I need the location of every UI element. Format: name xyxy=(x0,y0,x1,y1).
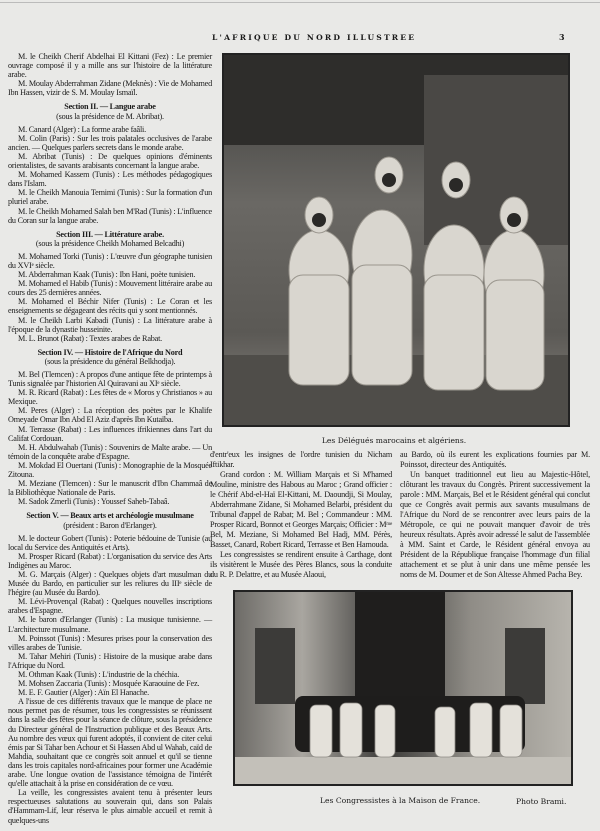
middle-right-column xyxy=(400,450,590,580)
running-title: L'AFRIQUE DU NORD ILLUSTREE xyxy=(212,33,417,42)
paragraph: au Bardo, où ils eurent les explications fournies par M. Poinssot, directeur des Antiquités. xyxy=(400,450,590,469)
paragraph: M. Terrasse (Rabat) : Les influences ifrikiennes dans l'art du Califat Cordouan. xyxy=(8,424,212,443)
paragraph: M. Prosper Ricard (Rabat) : L'organisation du service des Arts Indigènes au Maroc. xyxy=(8,551,212,570)
paragraph: d'entr'eux les insignes de l'ordre tunisien du Nicham Iftikhar. xyxy=(210,450,392,469)
middle-left-column xyxy=(210,450,392,580)
photo-congressists-image xyxy=(235,592,571,784)
paragraph: M. L. Brunot (Rabat) : Textes arabes de Rabat. xyxy=(18,333,163,343)
paragraph: M. le Cheikh Mohamed Salah ben M'Rad (Tunis) : L'influence du Coran sur la langue arabe. xyxy=(8,206,212,225)
paragraph: M. Bel (Tlemcen) : A propos d'une antique fête de printemps à Tunis signalée par l'historien Al Quiravani au XIᵉ siècle. xyxy=(8,370,212,389)
section-heading xyxy=(8,102,212,120)
paragraph: M. Mohamed el Béchir Nifer (Tunis) : Le Coran et les enseignements se dégageant des récits qui y sont mentionnés. xyxy=(8,297,212,316)
paragraph: A l'issue de ces différents travaux que le manque de place ne nous permet pas de résumer, tous les congressistes se réunissent dans la salle des fêtes pour la séance de clôture, sous la présidence du Directeur général de l'Instruction publique et des Beaux Arts. Au nombre des vœux qui furent adoptés, il convient de citer celui émis par Si Tahar ben Achour et Si Hassen Abd ul Wahab, caïd de Mahdia, souhaitant que ce congrès soit annuel et qu'il se tienne dans les trois capitales nord-africaines pour former une Académie arabe. Une longue ovation de l'assistance témoigna de l'intérêt qu'elle attachait à la prise en considération de ce vœu. xyxy=(8,697,212,789)
section-subtitle: (sous la présidence du général Belkhodja). xyxy=(44,356,176,366)
page-number: 3 xyxy=(559,32,565,42)
paragraph: M. Mohsen Zaccaria (Tunis) : Mosquée Karaouine de Fez. xyxy=(18,679,200,689)
paragraph: M. le Cheikh Cherif Abdelhai El Kittani (Fez) : Le premier ouvrage composé il y a mille ans sur l'histoire de la littérature arabe. xyxy=(8,52,212,80)
paragraph: M. Abribat (Tunis) : De quelques opinions d'éminents orientalistes, de savants arabisants concernant la langue arabe. xyxy=(8,151,212,171)
paragraph: M. Abderrahman Kaak (Tunis) : Ibn Hani, poète tunisien. xyxy=(18,270,196,280)
paragraph: Un banquet traditionnel eut lieu au Majestic-Hôtel, clôturant les travaux du Congrès. Prirent successivement la parole : MM. Marçais, Bel et le Résident général qui conclut que ce Congrès avait permis aux savants musulmans de l'Afrique du Nord de se rencontrer avec leurs pairs de la Métropole, ce qui ne pouvait manquer d'avoir de très heureux résultats. Après avoir adressé le salut de l'assemblée à MM. Saint et Carde, le Résident général envoya au Président de la République française l'hommage d'un filial attachement et se plut à unir dans une même pensée les noms de M. Doumer et de Son Altesse Ahmed Pacha Bey. xyxy=(400,470,590,579)
paragraph: M. Meziane (Tlemcen) : Sur le manuscrit d'Ibn Chammaâ de la Bibliothèque Nationale de Paris. xyxy=(8,479,212,498)
paragraph: M. Poinssot (Tunis) : Mesures prises pour la conservation des villes arabes de Tunisie. xyxy=(8,633,212,652)
paragraph: M. Canard (Alger) : La forme arabe faâli. xyxy=(18,124,146,134)
paragraph: M. Mohamed Kassem (Tunis) : Les méthodes pédagogiques dans l'Islam. xyxy=(8,170,212,189)
section-subtitle: (président : Baron d'Erlanger). xyxy=(63,520,157,530)
paragraph: M. Lévi-Provençal (Rabat) : Quelques nouvelles inscriptions arabes d'Espagne. xyxy=(8,597,212,616)
section-subtitle: (sous la présidence de M. Abribat). xyxy=(56,111,164,121)
paragraph: M. G. Marçais (Alger) : Quelques objets d'art musulman du Musée du Bardo, en particulier sur les reliures du IIIᵉ siècle de l'hégire (au Musée du Bardo). xyxy=(8,569,212,598)
paragraph: M. le Cheikh Manouia Temimi (Tunis) : Sur la formation d'un pluriel arabe. xyxy=(8,188,212,207)
paragraph: M. le docteur Gobert (Tunis) : Poterie bédouine de Tunisie (au local du Service des Antiquités et Arts). xyxy=(8,533,212,552)
section-title: Section V. — Beaux arts et archéologie musulmane xyxy=(26,511,194,521)
photo-credit: Photo Brami. xyxy=(516,797,567,806)
section-heading xyxy=(8,348,212,366)
paragraph: M. Peres (Alger) : La réception des poètes par le Khalife Omeyade Omar Ibn Abd El Aziz d'après Ibn Kutaïba. xyxy=(8,406,212,425)
paragraph: M. Colin (Paris) : Sur les trois palatales occlusives de l'arabe ancien. — Quelques parlers secrets dans le monde arabe. xyxy=(8,133,212,152)
paragraph: M. le Cheikh Larbi Kabadi (Tunis) : La littérature arabe à l'époque de la dynastie husseinite. xyxy=(8,315,212,334)
section-title: Section II. — Langue arabe xyxy=(64,102,156,112)
photo-delegates-image xyxy=(224,55,568,425)
photo-delegates xyxy=(222,53,570,427)
section-title: Section III. — Littérature arabe. xyxy=(56,229,164,239)
paragraph: M. Mohamed el Habib (Tunis) : Mouvement littéraire arabe au cours des 25 dernières années. xyxy=(8,279,212,298)
paragraph: M. Moulay Abderrahman Zidane (Meknès) : Vie de Mohamed Ibn Hassen, vizir de S. M. Moulay Ismaïl. xyxy=(8,79,212,98)
photo-congressists xyxy=(233,590,573,786)
section-heading xyxy=(8,230,212,248)
photo-congressists-caption: Les Congressistes à la Maison de France. xyxy=(320,796,481,805)
section-title: Section IV. — Histoire de l'Afrique du Nord xyxy=(37,347,183,357)
paragraph: Grand cordon : M. William Marçais et Si M'hamed Mouline, ministre des Habous au Maroc ; Grand officier : le Chérif Abd-el-Haï El-Kittani, M. Daoundji, Si Moulay, Abderrahmane Zidane, Si Mohamed Belarbi, président du Tribunal d'appel de Rabat; M. Bel ; Commandeur : MM. Prosper Ricard, Bonnot et Georges Marçais; Officier : Mᵐᵉ Bel, M. Meziane, Si Mohamed Bel Hadj, MM. Pérès, Basset, Canard, Robert Ricard, Terrasse et Ben Hamouda. xyxy=(210,470,392,549)
left-column xyxy=(8,52,212,825)
paragraph: M. Mohamed Torki (Tunis) : L'œuvre d'un géographe tunisien du XVIᵉ siècle. xyxy=(8,251,212,270)
paragraph: M. le baron d'Erlanger (Tunis) : La musique tunisienne. — L'architecture musulmane. xyxy=(8,615,212,634)
photo-delegates-caption: Les Délégués marocains et algériens. xyxy=(321,436,467,445)
paragraph: La veille, les congressistes avaient tenu à présenter leurs respectueuses salutations au souverain qui, dans son Palais d'Hammam-Lif, leur réserva le plus aimable accueil et remit à quelques-uns xyxy=(8,788,212,825)
paragraph: M. Othman Kaak (Tunis) : L'industrie de la chéchia. xyxy=(18,670,180,679)
paragraph: Les congressistes se rendirent ensuite à Carthage, dont ils visitèrent le Musée des Pères Blancs, sous la conduite du R. P. Delattre, et au Musée Alaoui, xyxy=(210,550,392,579)
paragraph: M. R. Ricard (Rabat) : Les fêtes de « Moros y Christianos » au Mexique. xyxy=(8,388,212,407)
section-heading xyxy=(8,511,212,529)
paragraph: M. H. Abdulwahab (Tunis) : Souvenirs de Malte arabe. — Un témoin de la conquête arabe d'Espagne. xyxy=(8,442,212,461)
page-edge xyxy=(0,2,600,3)
section-subtitle: (sous la présidence Cheikh Mohamed Belcadhi) xyxy=(35,238,185,248)
paragraph: M. Sadok Zmerli (Tunis) : Youssef Saheb-Tabaâ. xyxy=(18,497,170,507)
paragraph: M. Mokdad El Ouertani (Tunis) : Monographie de la Mosquée Zitouna. xyxy=(8,460,212,480)
paragraph: M. E. F. Gautier (Alger) : Aïn El Hanache. xyxy=(18,688,150,698)
paragraph: M. Tahar Mehiri (Tunis) : Histoire de la musique arabe dans l'Afrique du Nord. xyxy=(8,651,212,670)
